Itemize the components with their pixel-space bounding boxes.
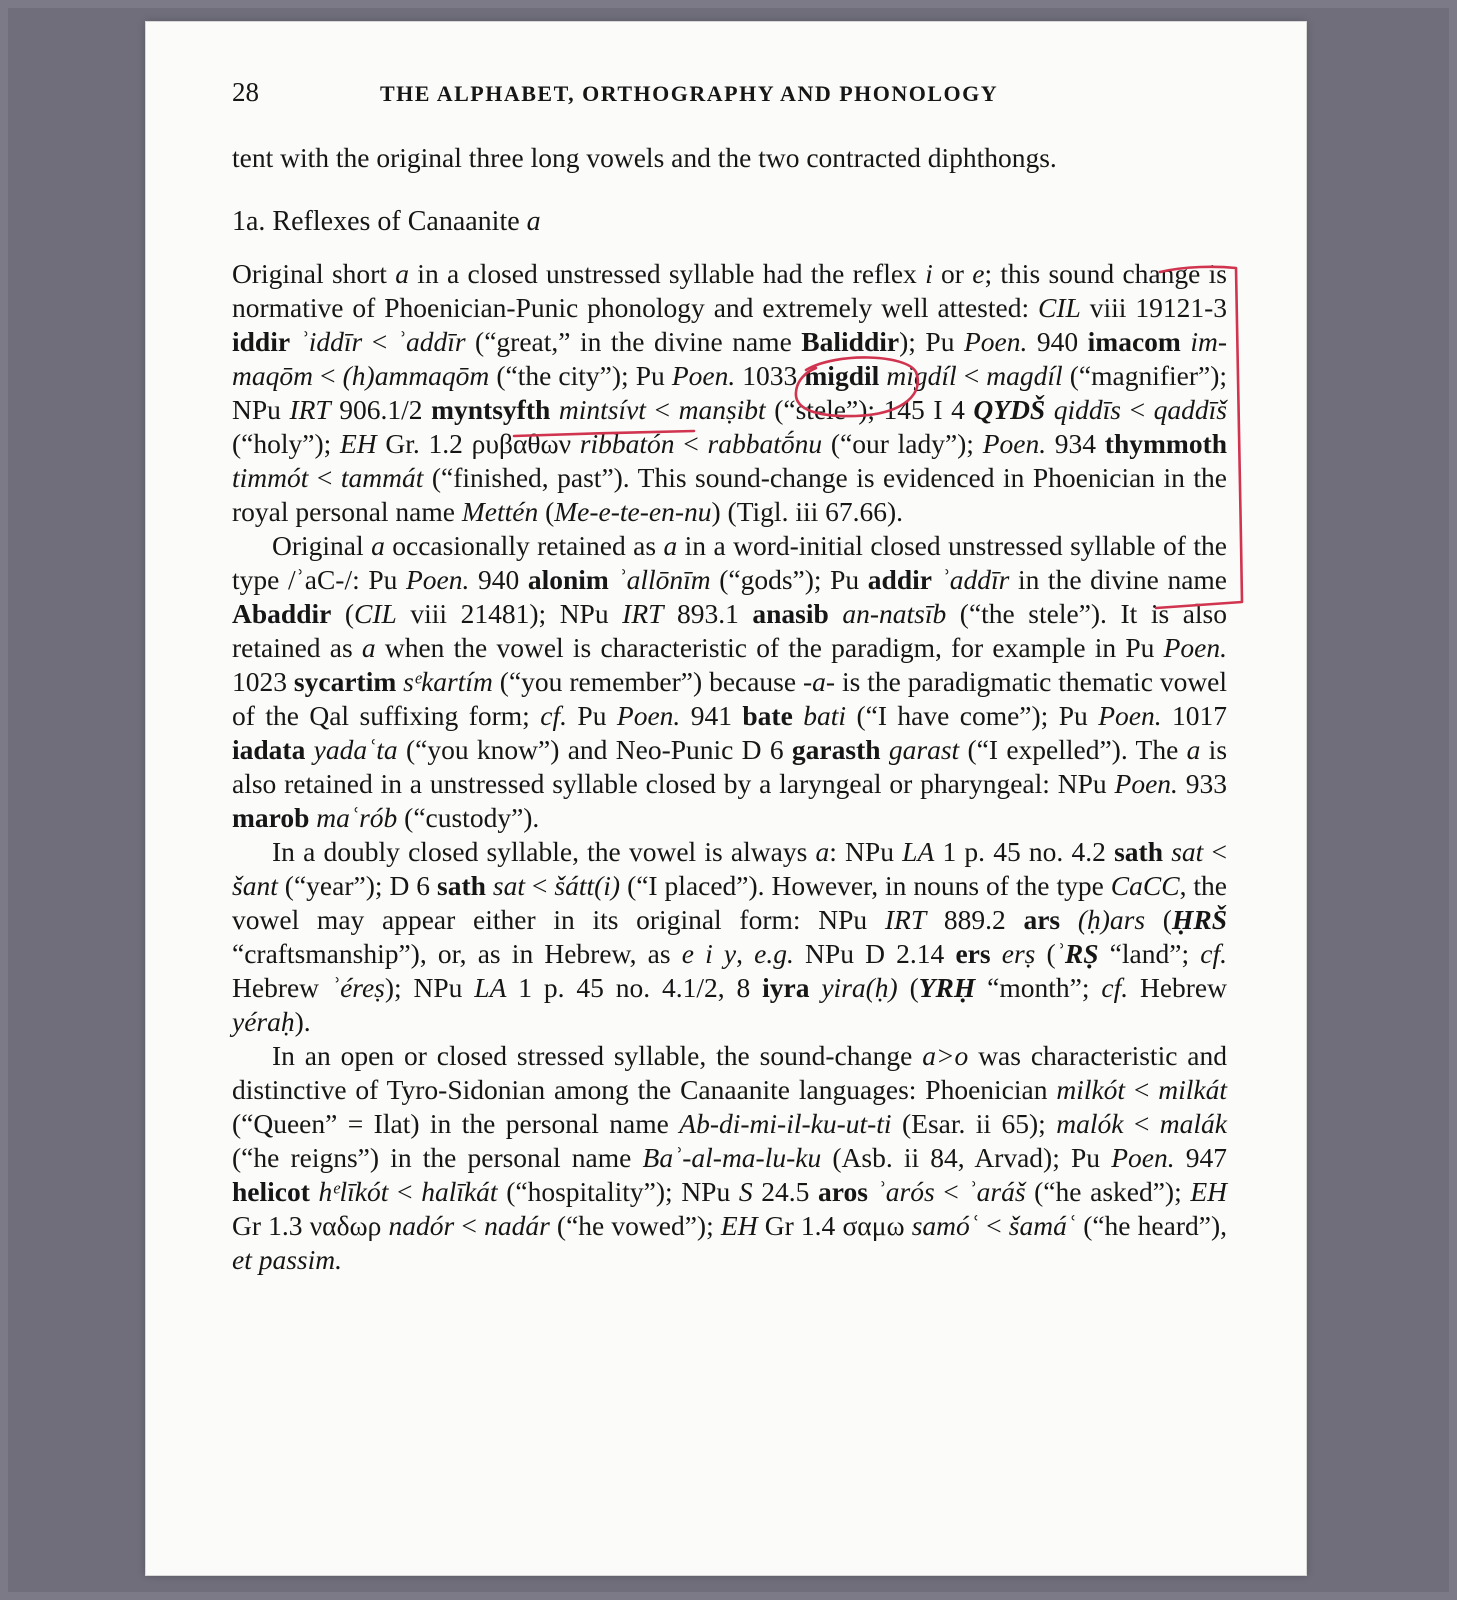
italic-term: milkót bbox=[1056, 1074, 1126, 1105]
text-run bbox=[1181, 326, 1191, 357]
italic-term: CaCC bbox=[1110, 870, 1180, 901]
italic-term: qiddīs bbox=[1053, 394, 1122, 425]
bold-term: Abaddir bbox=[232, 598, 332, 629]
text-run: (“you know”) and Neo-Punic D 6 bbox=[397, 734, 792, 765]
italic-term: šátt(i) bbox=[554, 870, 621, 901]
paragraph-retained-a bbox=[232, 529, 1227, 835]
italic-term: migdíl bbox=[886, 360, 957, 391]
text-run: (“holy”); bbox=[232, 428, 340, 459]
text-run bbox=[550, 394, 559, 425]
paragraph-doubly-closed bbox=[232, 835, 1227, 1039]
text-run: Hebrew bbox=[1128, 972, 1227, 1003]
text-run: < bbox=[524, 870, 555, 901]
text-run: tent with the original three long vowels and the two contracted diphthongs. bbox=[232, 142, 1057, 173]
text-run: when the vowel is characteristic of the paradigm, for example in Pu bbox=[375, 632, 1164, 663]
text-run: 889.2 bbox=[926, 904, 1024, 935]
text-run: (“year”); D 6 bbox=[277, 870, 437, 901]
italic-term: Poen. bbox=[671, 360, 736, 391]
text-run: ( bbox=[1145, 904, 1172, 935]
text-run: ); Pu bbox=[899, 326, 964, 357]
italic-term: halīkát bbox=[421, 1176, 498, 1207]
text-run: : NPu bbox=[829, 836, 903, 867]
italic-term: (ḥ)ars bbox=[1077, 904, 1146, 935]
italic-term: Poen. bbox=[616, 700, 681, 731]
italic-term: hᵉlīkót bbox=[318, 1176, 389, 1207]
text-run: (“finished, past”). This sound-change is evidenced in Phoenician in the royal personal name bbox=[232, 462, 1227, 527]
italic-term: a>o bbox=[922, 1040, 969, 1071]
text-run: (“the city”); Pu bbox=[489, 360, 672, 391]
text-run: (“custody”). bbox=[397, 802, 540, 833]
italic-term: im-maqōm bbox=[232, 326, 1228, 391]
italic-term: -a- bbox=[803, 666, 836, 697]
italic-term: EH bbox=[340, 428, 377, 459]
italic-term: yéraḥ bbox=[232, 1006, 295, 1037]
text-run: or bbox=[932, 258, 973, 289]
italic-term: ʾaddīr bbox=[396, 326, 466, 357]
italic-term: šant bbox=[232, 870, 278, 901]
text-run: NPu D 2.14 bbox=[793, 938, 956, 969]
text-run: (“gods”); Pu bbox=[710, 564, 868, 595]
text-run: In a doubly closed syllable, the vowel is always bbox=[272, 836, 816, 867]
italic-term: ribbatón bbox=[579, 428, 675, 459]
text-run: Original bbox=[272, 530, 372, 561]
text-run: 906.1/2 bbox=[330, 394, 432, 425]
text-run: < bbox=[308, 462, 341, 493]
text-run: viii 21481); NPu bbox=[396, 598, 623, 629]
text-run: 1 p. 45 no. 4.1/2, 8 bbox=[506, 972, 763, 1003]
italic-term: garast bbox=[888, 734, 960, 765]
italic-term: IRT bbox=[884, 904, 927, 935]
italic-term: cf. bbox=[1200, 938, 1227, 969]
text-run: 941 bbox=[680, 700, 743, 731]
text-run: ( bbox=[331, 598, 355, 629]
text-run: 1017 bbox=[1161, 700, 1228, 731]
italic-term: ʾiddīr bbox=[299, 326, 363, 357]
italic-term: samóʿ bbox=[911, 1210, 979, 1241]
italic-term: Poen. bbox=[963, 326, 1028, 357]
text-run: (“you remember”) because bbox=[492, 666, 804, 697]
bold-term: addir bbox=[867, 564, 932, 595]
italic-term: magdíl bbox=[986, 360, 1063, 391]
text-run: (“I placed”). However, in nouns of the type bbox=[620, 870, 1111, 901]
italic-term: malák bbox=[1159, 1108, 1227, 1139]
body-text bbox=[232, 141, 1227, 1277]
text-run: “month”; bbox=[975, 972, 1102, 1003]
bold-term: aros bbox=[818, 1176, 868, 1207]
text-run bbox=[290, 326, 300, 357]
text-run: < bbox=[1203, 836, 1228, 867]
italic-term: yira(ḥ) bbox=[821, 972, 898, 1003]
text-run: (“he vowed”); bbox=[549, 1210, 721, 1241]
italic-term: Me-e-te-en-nu bbox=[554, 496, 712, 527]
text-run: Pu bbox=[566, 700, 617, 731]
text-run: 893.1 bbox=[663, 598, 753, 629]
italic-term: tammát bbox=[340, 462, 424, 493]
text-run: 1033 bbox=[735, 360, 805, 391]
italic-term: e bbox=[972, 258, 985, 289]
text-run: ; this sound change is normative of Phoenician-Punic phonology and extremely well attested: bbox=[232, 258, 1227, 323]
italic-term: S bbox=[738, 1176, 753, 1207]
text-run: in a word-initial closed unstressed syllable of the type /ʾaC-/: Pu bbox=[232, 530, 1227, 595]
italic-term: malók bbox=[1056, 1108, 1124, 1139]
bold-term: Baliddir bbox=[801, 326, 900, 357]
bold-term: sath bbox=[1114, 836, 1163, 867]
text-run: 1 p. 45 no. 4.2 bbox=[934, 836, 1115, 867]
running-title: THE ALPHABET, ORTHOGRAPHY AND PHONOLOGY bbox=[380, 81, 999, 106]
italic-term: EH bbox=[720, 1210, 758, 1241]
bold-term: thymmoth bbox=[1104, 428, 1228, 459]
text-run: ( bbox=[1035, 938, 1056, 969]
text-run: (“stele”); 145 I 4 bbox=[765, 394, 974, 425]
italic-term: an-natsīb bbox=[842, 598, 947, 629]
italic-term: Poen. bbox=[1098, 700, 1162, 731]
bold-italic-term: YRḤ bbox=[918, 972, 976, 1003]
text-run: < bbox=[978, 1210, 1009, 1241]
bold-term: migdil bbox=[804, 360, 880, 391]
bold-term: alonim bbox=[527, 564, 609, 595]
text-run: Gr 1.4 σαμω bbox=[757, 1210, 912, 1241]
text-run: 24.5 bbox=[752, 1176, 819, 1207]
text-run: is also retained in a unstressed syllable closed by a laryngeal or pharyngeal: NPu bbox=[232, 734, 1228, 799]
italic-term: i bbox=[925, 258, 933, 289]
text-run bbox=[793, 700, 803, 731]
text-run: < bbox=[454, 1210, 485, 1241]
italic-term: ʾéreṣ bbox=[330, 972, 385, 1003]
text-run: 947 bbox=[1174, 1142, 1227, 1173]
text-run: (“our lady”); bbox=[822, 428, 983, 459]
text-run: In an open or closed stressed syllable, the sound-change bbox=[272, 1040, 923, 1071]
bold-term: garasth bbox=[791, 734, 881, 765]
page-content bbox=[232, 77, 1227, 1277]
text-run bbox=[310, 1176, 319, 1207]
text-run: (Asb. ii 84, Arvad); Pu bbox=[821, 1142, 1112, 1173]
text-run bbox=[881, 734, 889, 765]
italic-term: sat bbox=[1171, 836, 1204, 867]
text-run bbox=[868, 1176, 877, 1207]
text-run: 1a. Reflexes of Canaanite bbox=[232, 206, 527, 237]
italic-term: ʾarós bbox=[876, 1176, 935, 1207]
italic-term: nadór bbox=[388, 1210, 455, 1241]
bold-term: ers bbox=[955, 938, 991, 969]
text-run: Gr. 1.2 ρυβαθων bbox=[376, 428, 580, 459]
italic-term: ʾaráš bbox=[967, 1176, 1026, 1207]
italic-term: ʾaddīr bbox=[940, 564, 1010, 595]
bold-term: bate bbox=[742, 700, 793, 731]
italic-term: a bbox=[371, 530, 385, 561]
text-run: < bbox=[956, 360, 987, 391]
italic-term: EH bbox=[1190, 1176, 1228, 1207]
text-run: < bbox=[1121, 394, 1154, 425]
bold-term: sycartim bbox=[293, 666, 397, 697]
italic-term: Mettén bbox=[461, 496, 539, 527]
italic-term: a bbox=[815, 836, 830, 867]
text-run: < bbox=[1125, 1074, 1159, 1105]
text-run: Original short bbox=[232, 258, 396, 289]
text-run: (“he heard”), bbox=[1076, 1210, 1227, 1241]
italic-term: et passim. bbox=[232, 1244, 342, 1275]
italic-term: bati bbox=[803, 700, 847, 731]
text-run bbox=[486, 870, 493, 901]
text-run bbox=[1163, 836, 1171, 867]
text-run: 1023 bbox=[232, 666, 294, 697]
paragraph-intro bbox=[232, 141, 1227, 175]
text-run: (“great,” in the divine name bbox=[465, 326, 802, 357]
italic-term: e i y bbox=[681, 938, 737, 969]
text-run: < bbox=[1123, 1108, 1160, 1139]
text-run: “craftsmanship”), or, as in Hebrew, as bbox=[232, 938, 682, 969]
paragraph-stressed-syllable bbox=[232, 1039, 1227, 1277]
text-run: , the vowel may appear either in its original form: NPu bbox=[232, 870, 1228, 935]
italic-term: Ab-di-mi-il-ku-ut-ti bbox=[679, 1108, 892, 1139]
paragraph-short-a bbox=[232, 257, 1227, 529]
italic-term: Poen. bbox=[405, 564, 470, 595]
italic-term: CIL bbox=[1038, 292, 1081, 323]
text-run: < bbox=[674, 428, 708, 459]
italic-term: rabbatṓnu bbox=[707, 428, 823, 459]
text-run: Gr 1.3 ναδωρ bbox=[232, 1210, 389, 1241]
italic-term: yadaʿta bbox=[313, 734, 398, 765]
text-run: (“I expelled”). The bbox=[959, 734, 1187, 765]
text-run: is the paradigmatic thematic vowel of the Qal suffixing form; bbox=[232, 666, 1228, 731]
text-run bbox=[809, 972, 821, 1003]
text-run: (“the stele”). It is also retained as bbox=[232, 598, 1228, 663]
bold-term: imacom bbox=[1087, 326, 1181, 357]
italic-term: CIL bbox=[354, 598, 397, 629]
italic-term: a bbox=[361, 632, 376, 663]
text-run: 934 bbox=[1046, 428, 1105, 459]
text-run: occasionally retained as bbox=[384, 530, 664, 561]
italic-term: nadár bbox=[484, 1210, 550, 1241]
italic-term: qaddīš bbox=[1153, 394, 1227, 425]
italic-term: cf. bbox=[540, 700, 567, 731]
bold-term: sath bbox=[437, 870, 486, 901]
text-run: ( bbox=[538, 496, 555, 527]
text-run: ). bbox=[294, 1006, 311, 1037]
text-run: ); NPu bbox=[384, 972, 475, 1003]
text-run: (“he asked”); bbox=[1025, 1176, 1191, 1207]
text-run: (“Queen” = Ilat) in the personal name bbox=[232, 1108, 680, 1139]
italic-term: Poen. bbox=[1114, 768, 1178, 799]
text-run bbox=[305, 734, 313, 765]
italic-term: LA bbox=[474, 972, 507, 1003]
text-run: < bbox=[312, 360, 343, 391]
text-run: < bbox=[362, 326, 397, 357]
text-run: 933 bbox=[1177, 768, 1228, 799]
text-run: < bbox=[388, 1176, 422, 1207]
italic-term: a bbox=[663, 530, 678, 561]
text-run: < bbox=[934, 1176, 968, 1207]
book-page bbox=[146, 22, 1306, 1575]
bold-term: helicot bbox=[232, 1176, 310, 1207]
bold-term: marob bbox=[232, 802, 310, 833]
italic-term: maʿrób bbox=[316, 802, 398, 833]
bold-term: anasib bbox=[752, 598, 829, 629]
italic-term: Poen. bbox=[1163, 632, 1228, 663]
italic-term: milkát bbox=[1158, 1074, 1227, 1105]
bold-term: iddir bbox=[232, 326, 291, 357]
italic-term: e.g. bbox=[754, 938, 794, 969]
text-run: viii 19121-3 bbox=[1080, 292, 1227, 323]
bold-term: myntsyfth bbox=[431, 394, 551, 425]
italic-term: erṣ bbox=[1001, 938, 1036, 969]
italic-term: a bbox=[526, 206, 541, 237]
italic-term: timmót bbox=[232, 462, 309, 493]
bold-term: iadata bbox=[232, 734, 306, 765]
page-number: 28 bbox=[232, 77, 259, 107]
text-run: (“he reigns”) in the personal name bbox=[232, 1142, 643, 1173]
italic-term: manṣibt bbox=[678, 394, 766, 425]
section-heading bbox=[232, 205, 1227, 239]
text-run bbox=[1045, 394, 1054, 425]
text-run: , bbox=[736, 938, 755, 969]
italic-term: a bbox=[395, 258, 409, 289]
text-run: in the divine name bbox=[1009, 564, 1228, 595]
text-run bbox=[1060, 904, 1078, 935]
text-run: (“magnifier”); NPu bbox=[232, 360, 1228, 425]
running-head bbox=[232, 77, 1227, 119]
italic-term: Poen. bbox=[982, 428, 1047, 459]
bold-italic-term: ḤRŠ bbox=[1171, 904, 1227, 935]
text-run: ) (Tigl. iii 67.66). bbox=[711, 496, 904, 527]
italic-term: Baʾ-al-ma-lu-ku bbox=[642, 1142, 822, 1173]
text-run: < bbox=[645, 394, 679, 425]
italic-term: cf. bbox=[1101, 972, 1129, 1003]
italic-term: sᵉkartím bbox=[403, 666, 493, 697]
text-run: ( bbox=[897, 972, 919, 1003]
italic-term: a bbox=[1186, 734, 1201, 765]
italic-term: mintsívt bbox=[558, 394, 646, 425]
bold-term: iyra bbox=[762, 972, 810, 1003]
italic-term: LA bbox=[902, 836, 935, 867]
text-run bbox=[991, 938, 1002, 969]
text-run bbox=[932, 564, 941, 595]
bold-italic-term: ʾRṢ bbox=[1055, 938, 1099, 969]
italic-term: ʾallōnīm bbox=[617, 564, 711, 595]
text-run: 940 bbox=[1027, 326, 1088, 357]
italic-term: (h)ammaqōm bbox=[342, 360, 490, 391]
text-run: was characteristic and distinctive of Tyro-Sidonian among the Canaanite languages: Phoenician bbox=[232, 1040, 1228, 1105]
italic-term: šamáʿ bbox=[1008, 1210, 1077, 1241]
text-run: Hebrew bbox=[232, 972, 331, 1003]
text-run: 940 bbox=[469, 564, 528, 595]
italic-term: IRT bbox=[622, 598, 664, 629]
italic-term: Poen. bbox=[1111, 1142, 1175, 1173]
text-run bbox=[829, 598, 843, 629]
text-run: in a closed unstressed syllable had the reflex bbox=[409, 258, 926, 289]
text-run: (“I have come”); Pu bbox=[846, 700, 1099, 731]
text-run: (Esar. ii 65); bbox=[891, 1108, 1057, 1139]
italic-term: sat bbox=[492, 870, 525, 901]
text-run: “land”; bbox=[1098, 938, 1201, 969]
text-run: (“hospitality”); NPu bbox=[497, 1176, 739, 1207]
italic-term: IRT bbox=[289, 394, 331, 425]
bold-term: ars bbox=[1023, 904, 1061, 935]
bold-italic-term: QYDŠ bbox=[973, 394, 1046, 425]
